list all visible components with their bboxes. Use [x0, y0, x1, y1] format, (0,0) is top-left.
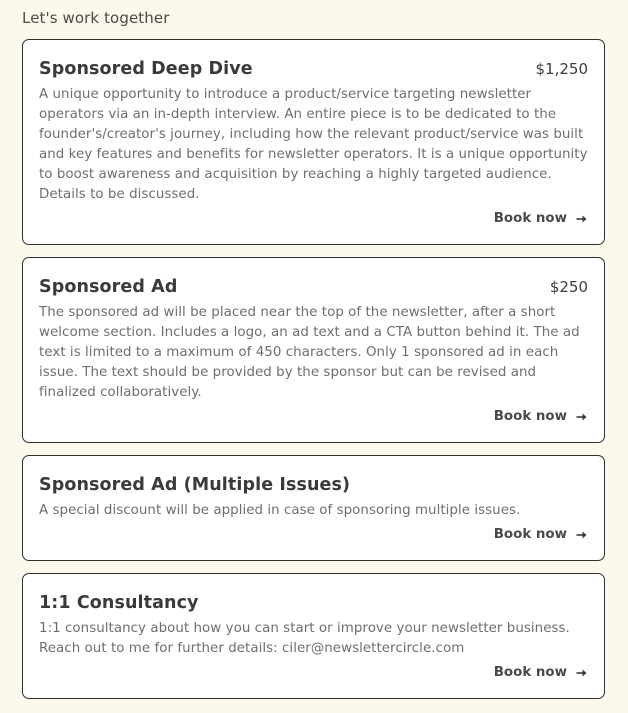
offer-card-sponsored-deep-dive: [22, 39, 605, 245]
arrow-right-icon: [576, 530, 588, 540]
card-description: 1:1 consultancy about how you can start or improve your newsletter business. Reach out to me for further details: ciler@newslettercircle.com: [39, 621, 570, 656]
card-title: Sponsored Deep Dive: [39, 59, 253, 79]
book-now-button[interactable]: [494, 663, 588, 683]
card-title: 1:1 Consultancy: [39, 593, 199, 613]
book-now-label: Book now: [493, 211, 567, 226]
card-title: Sponsored Ad (Multiple Issues): [39, 475, 351, 495]
book-now-button[interactable]: [494, 525, 588, 545]
card-footer: [39, 525, 588, 545]
card-price: $1,250: [535, 60, 588, 78]
card-description: The sponsored ad will be placed near the top of the newsletter, after a short welcome section. Includes a logo, an ad text and a CTA button behind it. The ad text is limited to a maximum of 450 characters. Only 1 sponsored ad in each issue. The text should be provided by the sponsor but can be revised and finalized collaboratively.: [39, 305, 580, 400]
card-footer: [39, 209, 588, 229]
card-title: Sponsored Ad: [39, 277, 178, 297]
book-now-label: Book now: [493, 409, 567, 424]
section-title: Let's work together: [22, 9, 170, 27]
card-description: A special discount will be applied in case of sponsoring multiple issues.: [39, 503, 521, 518]
card-header: [39, 475, 588, 499]
offer-card-consultancy: [22, 573, 605, 699]
book-now-label: Book now: [493, 665, 567, 680]
arrow-right-icon: [576, 412, 588, 422]
card-footer: [39, 663, 588, 683]
book-now-label: Book now: [493, 527, 567, 542]
card-footer: [39, 407, 588, 427]
book-now-button[interactable]: [494, 209, 588, 229]
arrow-right-icon: [576, 668, 588, 678]
card-header: [39, 593, 588, 617]
card-header: [39, 277, 588, 301]
card-price: $250: [549, 278, 588, 296]
card-description: A unique opportunity to introduce a product/service targeting newsletter operators via an in-depth interview. An entire piece is to be dedicated to the founder's/creator's journey, including how the relevant product/service was built and key features and benefits for newsletter operators. It is a unique opportunity to boost awareness and acquisition by reaching a highly targeted audience. Details to be discussed.: [39, 87, 588, 202]
book-now-button[interactable]: [494, 407, 588, 427]
card-header: [39, 59, 588, 83]
offer-card-sponsored-ad-multiple-issues: [22, 455, 605, 561]
offer-card-sponsored-ad: [22, 257, 605, 443]
arrow-right-icon: [576, 214, 588, 224]
